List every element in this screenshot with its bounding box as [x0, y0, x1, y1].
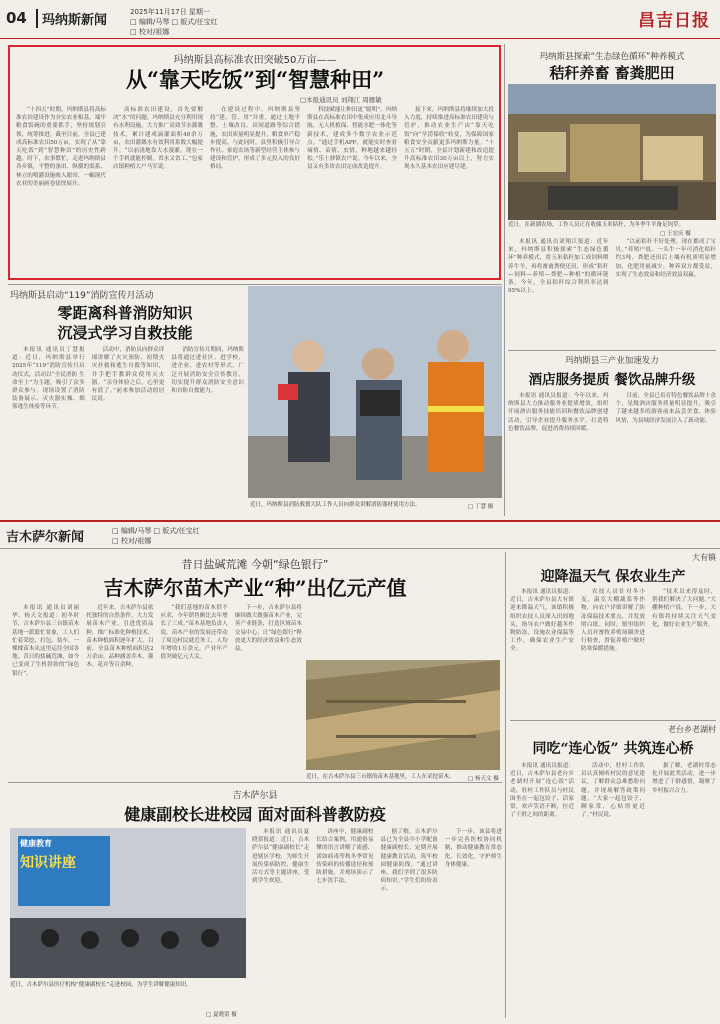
article1-col: 接下来，玛纳斯县将继续加大投入力度，持续推进高标准农田建设与管护，推动农业生产由“靠天吃饭”向“旱涝保收”转变，为保障国家粮食安全贡献更多玛纳斯力量。“十五五”时期，全县计划新建和改造提升高标准农田30万亩以上，努力实现永久基本农田应建尽建。	[404, 107, 494, 171]
article7-kicker: 吉木萨尔县	[232, 791, 278, 801]
article7-headline: 健康副校长进校园 面对面科普教防疫	[124, 805, 386, 824]
article6-col: 本报讯 通讯员报道：近日，吉木萨尔县大有镇迎来降温天气，该镇积极组织农技人员深入田间地头，指导农户做好越冬作物防冻、设施农业保温等工作，确保农业生产安全。	[510, 589, 574, 653]
article3-photo-credit: □ 丁慧 摄	[468, 504, 494, 510]
article6-body	[510, 588, 716, 718]
article5-caption: 近日，在吉木萨尔县三台镇的苗木基地里，工人在采挖苗木。	[306, 774, 455, 780]
article5-photo-credit: □ 杨天文 摄	[468, 776, 499, 782]
article-separator	[510, 720, 716, 721]
article4-col: 本报讯 通讯员报道：今年以来，玛纳斯县大力推动服务业提质增效，组织开展酒店服务技能培训和餐饮品牌创建活动，引导企业提升服务水平，打造特色餐饮品牌，促进消费持续回暖。	[508, 393, 609, 432]
article7-col: 下一步，该县将进一步完善医校协同机制，推动健康教育常态化、长效化，守护师生身体健康。	[444, 829, 502, 868]
article8-kicker: 老台乡老湖村	[668, 725, 716, 734]
dateline	[130, 7, 218, 37]
article6-headline: 迎降温天气 保农业生产	[540, 569, 686, 585]
issue-date: 2025年11月17日 星期一	[130, 8, 210, 16]
article5-col: 本报讯 通讯员刘丽华、杨天文报道：初冬时节，吉木萨尔县三台镇苗木基地一派繁忙景象，工人们忙着采挖、打包、装车，一棵棵苗木从这里运往全国各地。昔日的盐碱荒滩，如今已变成了生机勃勃的“绿色银行”。	[12, 605, 80, 677]
column-separator	[504, 44, 505, 516]
editor-credits: □ 编辑/马琴 □ 版式/任宝红	[130, 18, 218, 26]
article5-kicker: 昔日盐碱荒滩 今朝“绿色银行”	[181, 558, 329, 571]
article8-headline: 同吃“连心饭” 共筑连心桥	[532, 741, 694, 757]
newspaper-logo: 昌吉日报	[638, 11, 710, 31]
article8-body	[510, 762, 716, 1018]
article7-photo-lecture	[10, 828, 246, 978]
article1-col: 科技赋能让种田更“聪明”。玛纳斯县在高标准农田中集成应用北斗导航、无人机植保、智能水肥一体化等新技术，建成多个数字农业示范点。“通过手机APP，就能实时查看墒情、苗情、虫情，种地越来越轻松。”乐土驿镇农户说。今年以来，全县又有多块农田完成改造提升。	[307, 107, 397, 171]
section2-title: 吉木萨尔新闻	[6, 530, 85, 545]
article8-col: 据了解，老湖村常态化开展此类活动，进一步增进了干群感情，凝聚了乡村振兴合力。	[652, 763, 716, 794]
article6-col: 农技人员针对冬小麦、温室大棚蔬菜等作物，向农户详细讲解了防冻保温技术要点，并发放明白纸。同时，镇里组织人员对畜牧养殖场圈舍进行检查，督促养殖户做好防寒保暖措施。	[581, 589, 645, 653]
article3-photo-fire-drill	[248, 286, 502, 498]
article7-col: 讲座中，健康副校长结合案例，用通俗易懂的语言讲解了流感、诺如病毒等秋冬季常见传染病的传播途径和预防措施，并现场演示了七步洗手法。	[316, 829, 374, 885]
article2-photo-credit: □ 王宏庆 摄	[660, 231, 691, 237]
section2-credits	[112, 526, 200, 546]
lecture-photo-image	[10, 828, 246, 978]
article2-photo-harvest	[508, 84, 716, 220]
article1-col: 在建设过程中，玛纳斯县坚持“建、管、用”并重，通过土地平整、土壤改良、田间道路等综合措施，农田质量明显提升，粮食单产稳步提高。与此同时，县里积极引导合作社、家庭农场等新型经营主体参与建设和管护，形成了多元投入的良好格局。	[210, 107, 300, 171]
article3-headline-line1: 零距离科普消防知识	[57, 304, 193, 322]
article7-rule	[8, 782, 502, 783]
article-separator	[8, 284, 502, 285]
article7-body	[252, 828, 502, 1018]
poster-line2: 知识讲座	[20, 855, 76, 871]
article2-body	[508, 238, 716, 348]
article6-col: “技术员来得及时，帮我们解决了大问题。”大棚种植户说。下一步，大有镇将持续关注天气变化，做好农业生产服务。	[652, 589, 716, 628]
article7-col: 据了解，吉木萨尔县已为全县中小学配备健康副校长，定期开展健康教育活动，筑牢校园健康防线。“通过讲座，我们学到了很多防病知识。”学生们纷纷表示。	[380, 829, 438, 893]
section2-proof: □ 校对/祖娜	[112, 537, 152, 545]
article5-headline: 吉木萨尔苗木产业“种”出亿元产值	[103, 576, 407, 600]
article1-kicker: 玛纳斯县高标准农田突破50万亩——	[173, 55, 337, 66]
article5-col: 下一步，吉木萨尔县将继续做大做强苗木产业，完善产业链条，打造区域苗木交易中心，让“绿色银行”释放更大的经济效益和生态效益。	[234, 605, 302, 653]
article1-headline: 从“靠天吃饭”到“智慧种田”	[125, 67, 385, 92]
section-divider	[0, 520, 720, 522]
article3-body	[12, 346, 244, 514]
article5-body	[12, 604, 302, 776]
article7-col: 本报讯 通讯员夏晓蕾报道：近日，吉木萨尔县“健康副校长”走进辖区学校，为师生开展传染病防控、健康生活方式等主题讲座，受到学生欢迎。	[252, 829, 310, 885]
article1-col: 高标准农田建设，首先要解决“水”的问题。玛纳斯县充分利用现有水利设施，大力推广高效节水灌溉技术，累计建成滴灌面积40余万亩，农田灌溉水有效利用系数大幅提升。“以前浇地靠大水漫灌，现在一个手机就能控制，省水又省工。”包家店镇种植大户马军说。	[113, 107, 203, 171]
article8-col: 本报讯 通讯员报道：近日，吉木萨尔县老台乡老湖村开展“连心饭”活动，驻村工作队员与村民围坐在一起包饺子、话家常，欢声笑语不断，拉近了干群之间的距离。	[510, 763, 574, 819]
article1-body	[16, 106, 494, 274]
article3-col: 本报讯 通讯员丁慧报道：近日，玛纳斯县举行2025年“119”消防宣传月启动仪式，活动以“全民消防 生命至上”为主题，吸引了众多群众参与。现场设置了消防装备展示、灭火器实操、烟雾逃生体验等环节。	[12, 347, 85, 411]
article5-col: “我们基地的苗木供不应求，今年销售额比去年增长了三成。”苗木基地负责人说。苗木产业的发展还带动了周边村民就近务工，人均年增收1万余元，产业年产值突破亿元大关。	[160, 605, 228, 661]
section-title: 玛纳斯新闻	[36, 9, 107, 28]
article4-body	[508, 392, 716, 514]
article2-caption: 近日，在新湖农场，工作人员正在收储玉米秸秆，为冬季牛羊备足饲草。	[508, 222, 685, 228]
column-separator	[505, 552, 506, 1018]
harvest-photo-image	[508, 84, 716, 220]
article3-headline-line2: 沉浸式学习自救技能	[57, 324, 193, 342]
article5-photo-nursery	[306, 660, 500, 770]
article6-kicker: 大有镇	[692, 553, 716, 562]
article3-col: 活动中，消防员向群众详细讲解了火灾预防、初期火灾扑救和逃生自救等知识，并手把手教群众使用灭火器。“亲身体验之后，心里更有底了。”前来参加活动的居民说。	[91, 347, 165, 403]
article2-col: “以前秸秆不好处理，现在都成了宝贝。”养殖户说。一头牛一年可消化秸秆约3吨，粪肥还田后土壤有机质明显增加，化肥用量减少，种养双方都受益，实现了生态效益和经济效益双赢。	[615, 239, 716, 278]
section2-editors: □ 编辑/马琴 □ 版式/任宝红	[112, 527, 200, 535]
article2-col: 本报讯 通讯员刘翔江报道：近年来，玛纳斯县积极探索“生态绿色循环”种养模式，将玉米秸秆加工成饲料喂养牛羊，再将畜禽粪便还田，形成“秸秆—饲料—养殖—粪肥—种植”的循环链条。今年，全县秸秆综合利用率达到95%以上。	[508, 239, 609, 295]
article3-kicker: 玛纳斯县启动“119”消防宣传月活动	[10, 291, 154, 301]
article8-col: 活动中，驻村工作队员认真倾听村民的意见建议，了解群众急难愁盼问题，并现场解答政策问题。“大家一起包饺子、聊家常，心贴得更近了。”村民说。	[581, 763, 645, 819]
page-number: 04	[6, 9, 27, 27]
fire-drill-photo-image	[248, 286, 502, 498]
nursery-photo-image	[306, 660, 500, 770]
article-separator	[508, 350, 716, 351]
article2-headline: 秸秆养畜 畜粪肥田	[549, 64, 675, 82]
article3-caption: 近日，玛纳斯县消防救援大队工作人员向群众讲解消防器材使用方法。	[250, 502, 421, 508]
article4-headline: 酒店服务提质 餐饮品牌升级	[528, 372, 696, 388]
proof-credits: □ 校对/祖娜	[130, 28, 170, 36]
article1-byline: □本报通讯员 刘翔江 周雁敏	[300, 96, 382, 104]
article1-col: “十四五”时期，玛纳斯县将高标准农田建设作为夯实农业根基、端牢粮食饭碗的重要抓手，坚持规划引领、统筹推进，截至目前，全县已建成高标准农田50万亩，实现了从“靠天吃饭”到“智慧种田”的历史性跨越。时下，农事繁忙，走进玛纳斯县各乡镇，平整的条田、纵横的渠系、林立的喷灌设施映入眼帘，一幅现代农业的美丽画卷徐徐展开。	[16, 107, 106, 187]
masthead	[0, 0, 720, 39]
article5-col: 近年来，吉木萨尔县依托独特的自然条件，大力发展苗木产业，引进优质品种，推广标准化种植技术，苗木种植面积逐年扩大。目前，全县苗木种植面积达2万余亩，品种涵盖乔木、灌木、花卉等百余种。	[86, 605, 154, 669]
article2-kicker: 玛纳斯县探索“生态绿色循环”种养模式	[539, 52, 685, 62]
article4-col: 目前，全县已培育特色餐饮品牌十余个，星级酒店服务质量明显提升，吸引了越来越多的游客前来品尝美食、体验风情，为县域经济发展注入了新动能。	[615, 393, 716, 424]
article4-kicker: 玛纳斯县三产业加速发力	[565, 356, 659, 366]
poster-line1: 健康教育	[20, 839, 52, 848]
article3-col: 消防宣传月期间，玛纳斯县将通过进社区、进学校、进企业、进农村等形式，广泛开展消防安全宣传教育，切实提升群众消防安全意识和自防自救能力。	[171, 347, 245, 395]
article7-caption: 近日，吉木萨尔县医疗机构“健康副校长”走进校园，为学生讲解健康知识。	[10, 982, 192, 988]
article7-photo-credit: □ 夏晓蕾 摄	[206, 1012, 237, 1018]
section2-rule	[0, 548, 720, 549]
